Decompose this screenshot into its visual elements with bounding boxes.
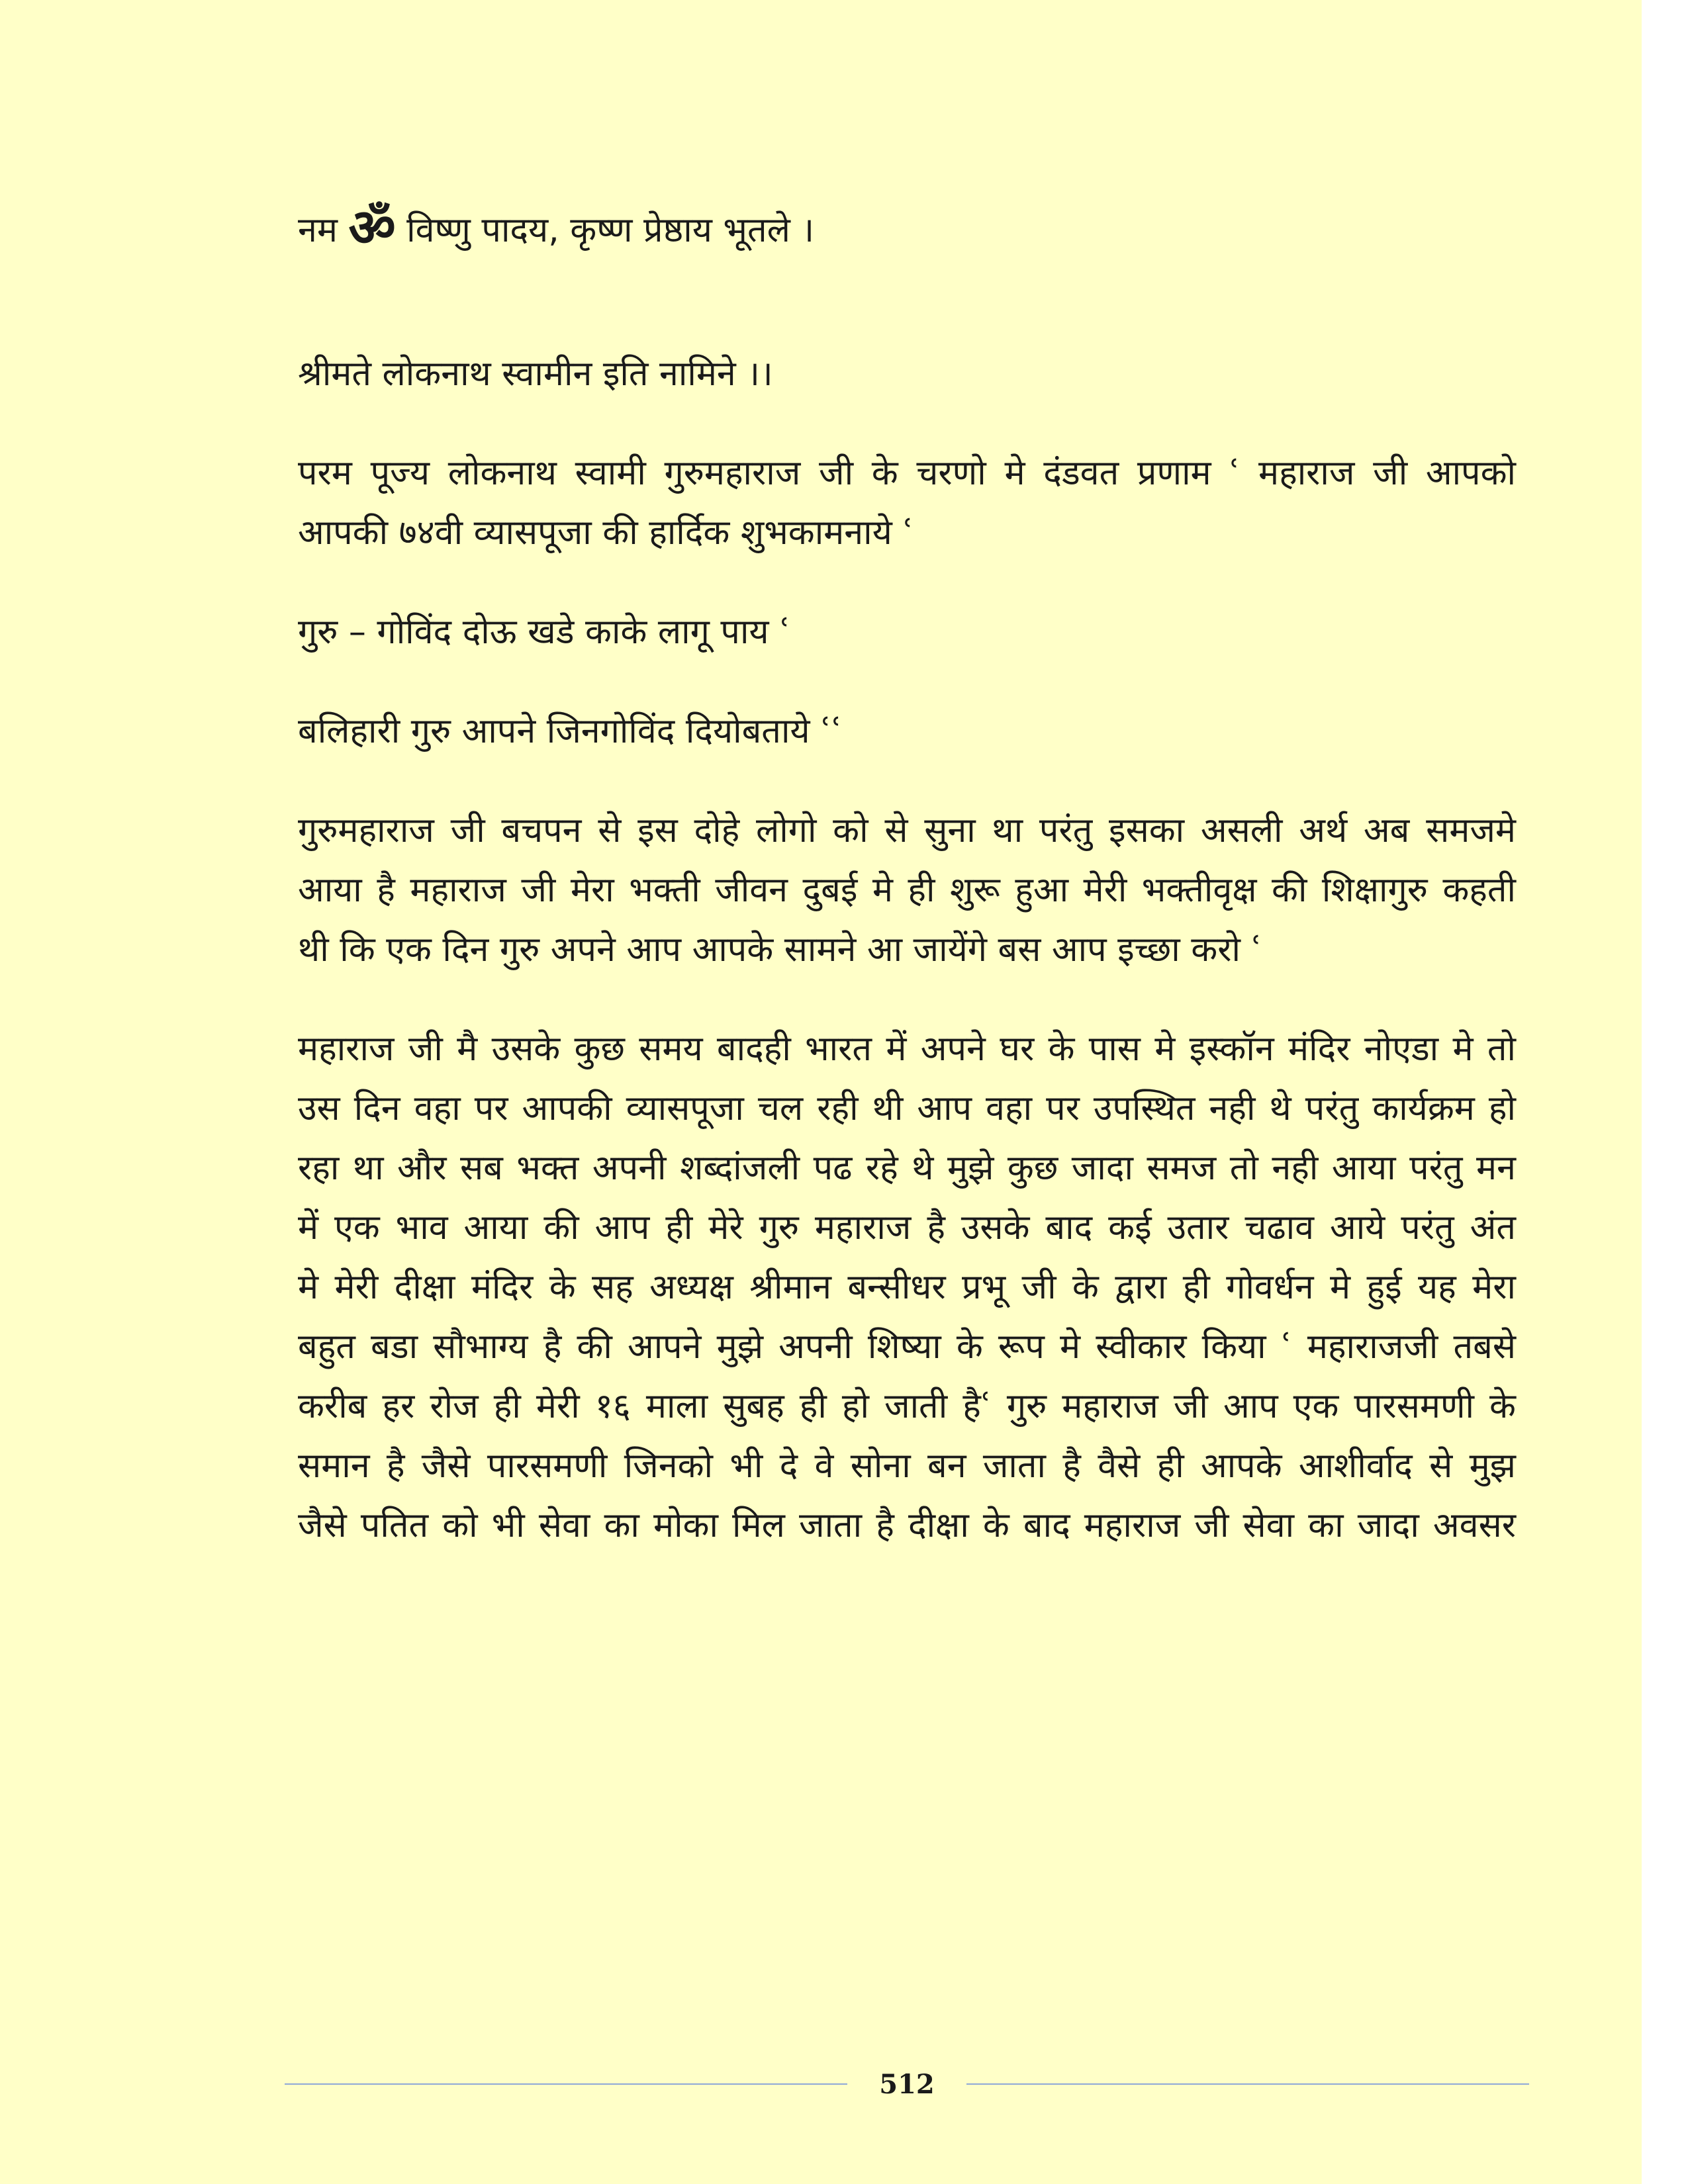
invocation-line-1 <box>298 199 1516 258</box>
footer-rule-right <box>966 2083 1529 2085</box>
greeting-paragraph <box>298 443 1516 563</box>
paragraph-line: उस दिन वहा पर आपकी व्यासपूजा चल रही थी आप वहा पर उपस्थित नही थे परंतु कार्यक्रम हो <box>298 1089 1516 1128</box>
page-content <box>298 199 1516 1555</box>
footer-rule-left <box>285 2083 847 2085</box>
om-symbol-icon: ॐ <box>348 199 396 258</box>
invocation-text: विष्णु पादय, कृष्ण प्रेष्ठाय भूतले । <box>406 210 815 250</box>
paragraph-line: परम पूज्य लोकनाथ स्वामी गुरुमहाराज जी के चरणो मे दंडवत प्रणाम ՙ महाराज जी आपको <box>298 453 1516 493</box>
paragraph-line: रहा था और सब भक्त अपनी शब्दांजली पढ रहे थे मुझे कुछ जादा समज तो नही आया परंतु मन <box>298 1148 1516 1188</box>
paragraph-line: आया है महाराज जी मेरा भक्ती जीवन दुबई मे ही शुरू हुआ मेरी भक्तीवृक्ष की शिक्षागुरु कहती <box>298 870 1516 910</box>
paragraph-line: मे मेरी दीक्षा मंदिर के सह अध्यक्ष श्रीमान बन्सीधर प्रभू जी के द्वारा ही गोवर्धन मे हुई यह मेरा <box>298 1267 1516 1307</box>
paragraph-line: जैसे पतित को भी सेवा का मोका मिल जाता है दीक्षा के बाद महाराज जी सेवा का जादा अवसर <box>298 1506 1516 1545</box>
paragraph-line: थी कि एक दिन गुरु अपने आप आपके सामने आ जायेंगे बस आप इच्छा करो ՙ <box>298 930 1262 970</box>
invocation-line-2: श्रीमते लोकनाथ स्वामीन इति नामिने ।। <box>298 354 773 394</box>
page-footer <box>285 2062 1529 2108</box>
paragraph-line: आपकी ७४वी व्यासपूजा की हार्दिक शुभकामनाये ՙ <box>298 513 914 553</box>
body-paragraph-2 <box>298 1019 1516 1555</box>
paragraph-line: गुरुमहाराज जी बचपन से इस दोहे लोगो को से सुना था परंतु इसका असली अर्थ अब समजमे <box>298 811 1516 850</box>
paragraph-line: बहुत बडा सौभाग्य है की आपने मुझे अपनी शिष्या के रूप मे स्वीकार किया ՙ महाराजजी तबसे <box>298 1327 1516 1367</box>
page-number: 512 <box>879 2069 935 2100</box>
paragraph-line: समान है जैसे पारसमणी जिनको भी दे वे सोना बन जाता है वैसे ही आपके आशीर्वाद से मुझ <box>298 1446 1516 1486</box>
body-paragraph-1 <box>298 801 1516 979</box>
doha-line-1: गुरु – गोविंद दोऊ खडे काके लागू पाय ՙ <box>298 612 791 652</box>
invocation-prefix: नम <box>298 210 338 250</box>
doha-line-2: बलिहारी गुरु आपने जिनगोविंद दियोबताये ՙՙ <box>298 711 843 751</box>
paragraph-line: करीब हर रोज ही मेरी १६ माला सुबह ही हो जाती हैՙ गुरु महाराज जी आप एक पारसमणी के <box>298 1387 1516 1426</box>
paragraph-line: में एक भाव आया की आप ही मेरे गुरु महाराज है उसके बाद कई उतार चढाव आये परंतु अंत <box>298 1208 1516 1248</box>
paragraph-line: महाराज जी मै उसके कुछ समय बादही भारत में अपने घर के पास मे इस्कॉन मंदिर नोएडा मे तो <box>298 1029 1516 1069</box>
